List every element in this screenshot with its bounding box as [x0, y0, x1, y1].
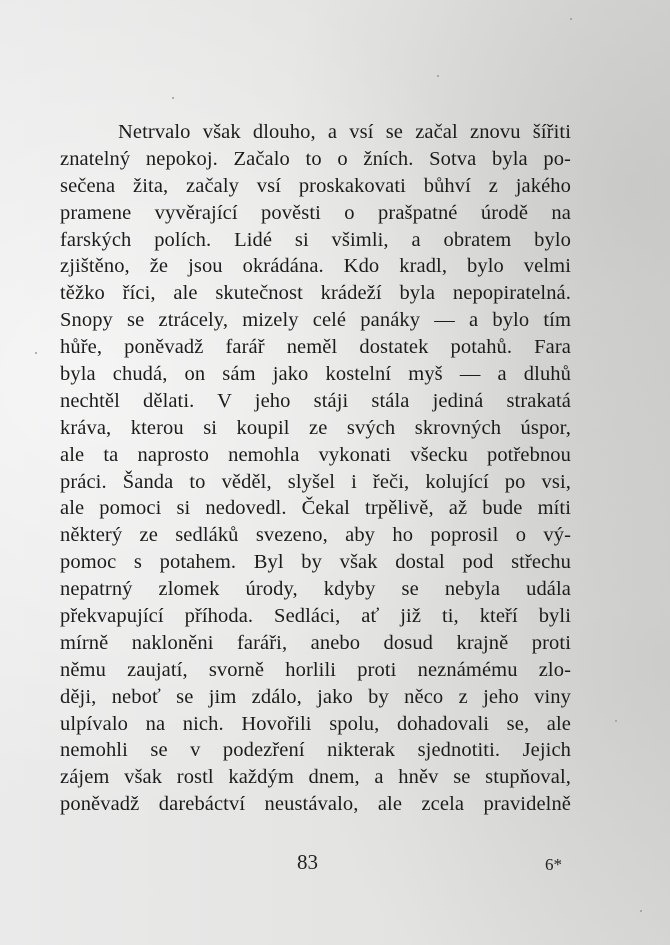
text-line: Netrvalo však dlouho, a vsí se začal znovu šířiti — [118, 121, 571, 143]
text-line: ale ta naprosto nemohla vykonati všecku potřebnou — [60, 443, 571, 466]
text-line: nemohli se v podezření nikterak sjednotiti. Jejich — [60, 739, 571, 762]
text-line: zájem však rostl každým dnem, a hněv se stupňoval, — [60, 766, 571, 789]
text-line: znatelný nepokoj. Začalo to o žních. Sotva byla po- — [60, 147, 571, 170]
paper-speck — [172, 97, 174, 99]
text-line: práci. Šanda to věděl, slyšel i řeči, kolující po vsi, — [60, 470, 571, 493]
text-line: překvapující příhoda. Sedláci, ať již ti, kteří byli — [60, 605, 571, 628]
paper-speck — [437, 75, 439, 77]
text-line: nepatrný zlomek úrody, kdyby se nebyla udála — [60, 578, 571, 601]
text-line: mírně nakloněni faráři, anebo dosud krajně proti — [60, 631, 571, 654]
text-line: sečena žita, začaly vsí proskakovati bůhví z jakého — [60, 174, 571, 197]
paper-speck — [640, 910, 642, 912]
text-line: nechtěl dělati. V jeho stáji stála jediná strakatá — [60, 389, 571, 412]
text-line: ulpívalo na nich. Hovořili spolu, dohadovali se, ale — [60, 712, 571, 735]
paper-speck — [570, 18, 572, 20]
paragraph — [60, 119, 571, 818]
text-line: pomoc s potahem. Byl by však dostal pod střechu — [60, 551, 571, 574]
text-line: farských polích. Lidé si všimli, a obratem bylo — [60, 228, 571, 251]
paper-speck — [35, 352, 37, 354]
text-line: pramene vyvěrající pověsti o prašpatné úrodě na — [60, 201, 571, 224]
paper-speck — [615, 720, 617, 722]
text-line: kráva, kterou si koupil ze svých skrovných úspor, — [60, 416, 571, 439]
text-line: zjištěno, že jsou okrádána. Kdo kradl, bylo velmi — [60, 255, 571, 278]
text-line: těžko říci, ale skutečnost krádeží byla nepopiratelná. — [60, 282, 571, 305]
text-line: ale pomoci si nedovedl. Čekal trpělivě, až bude míti — [60, 497, 571, 520]
page-number: 83 — [297, 850, 318, 874]
signature-mark: 6* — [545, 855, 562, 874]
text-line: Snopy se ztrácely, mizely celé panáky — a bylo tím — [60, 309, 571, 332]
text-line: poněvadž darebáctví neustávalo, ale zcela pravidelně — [60, 793, 571, 816]
text-line: některý ze sedláků svezeno, aby ho poprosil o vý- — [60, 524, 571, 547]
text-line: ději, neboť se jim zdálo, jako by něco z jeho viny — [60, 685, 571, 708]
text-line: hůře, poněvadž farář neměl dostatek potahů. Fara — [60, 336, 571, 359]
text-line: němu zaujatí, svorně horlili proti neznámému zlo- — [60, 658, 571, 681]
text-line: byla chudá, on sám jako kostelní myš — a dluhů — [60, 363, 571, 386]
